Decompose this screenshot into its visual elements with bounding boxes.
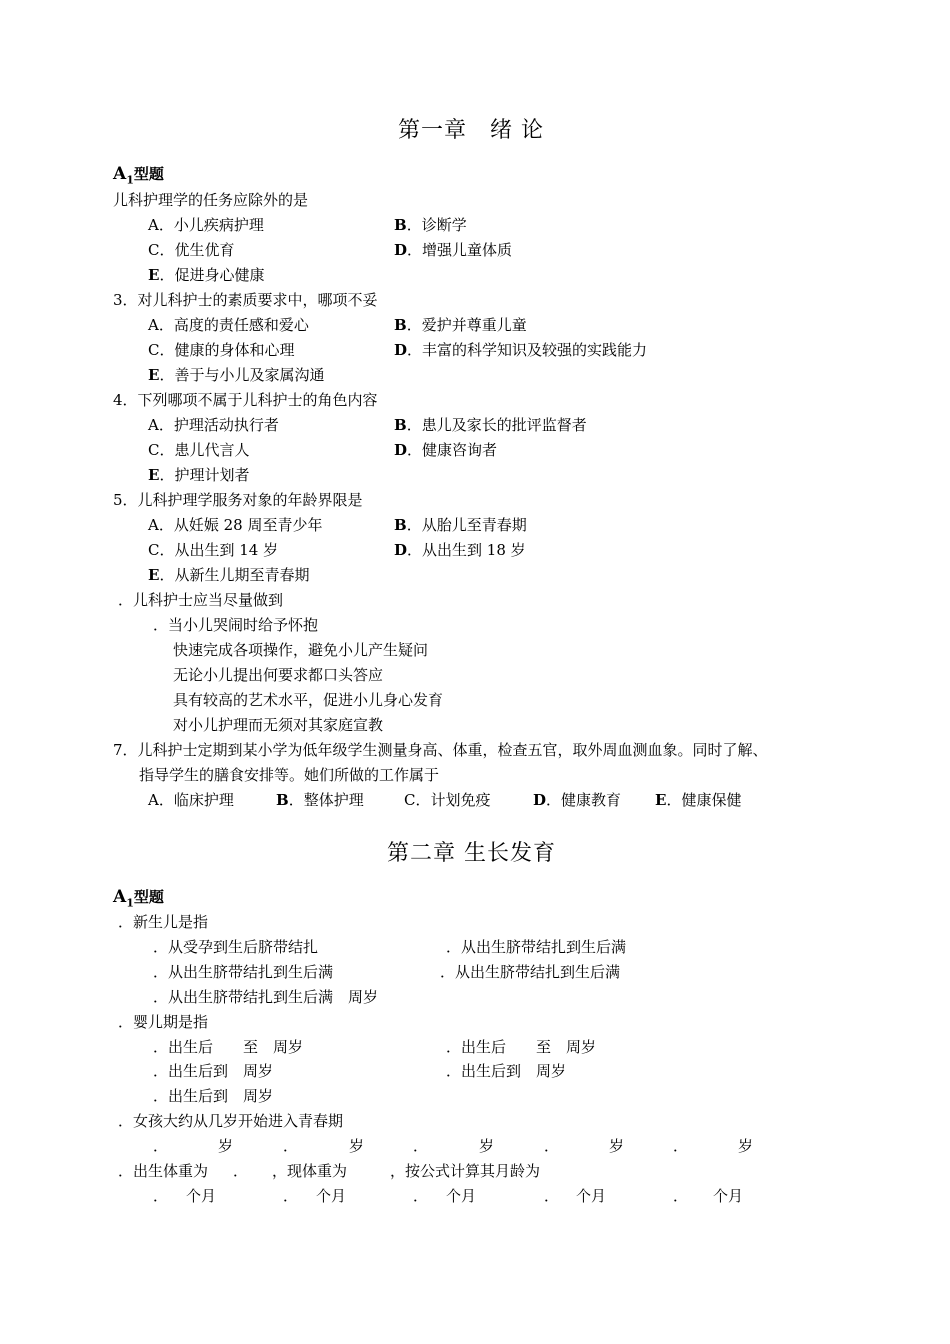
option-e: E．从新生儿期至青春期 <box>148 566 310 584</box>
section-label: 型题 <box>133 888 164 906</box>
question-stem: ．女孩大约从几岁开始进入青春期 <box>118 1112 344 1130</box>
option-e-marker: ． <box>673 1187 689 1205</box>
option-a-marker: ． <box>153 1187 169 1205</box>
option-c: C．健康的身体和心理 <box>148 341 295 359</box>
section-subscript: 1 <box>126 173 134 187</box>
option-b: B．爱护并尊重儿童 <box>394 316 527 334</box>
question-stem-part4: ，按公式计算其月龄为 <box>390 1162 541 1180</box>
option-b-unit: 个月 <box>316 1187 347 1205</box>
option-d: D．丰富的科学知识及较强的实践能力 <box>394 341 648 359</box>
chapter1-title: 第一章 绪 论 <box>398 118 544 143</box>
option-d-unit: 个月 <box>576 1187 607 1205</box>
option-b: B．诊断学 <box>394 216 467 234</box>
option-d-marker: ． <box>544 1187 560 1205</box>
option-a: ．从受孕到生后脐带结扎 <box>153 938 319 956</box>
option-e-unit: 个月 <box>713 1187 744 1205</box>
option-c-unit: 岁 <box>479 1137 495 1155</box>
option-b: ．从出生脐带结扎到生后满 <box>446 938 627 956</box>
option-e-marker: ． <box>673 1137 689 1155</box>
chapter2-section-heading <box>113 889 164 908</box>
option-e: ．出生后到 周岁 <box>153 1087 274 1105</box>
option-a-marker: ． <box>153 1137 169 1155</box>
option-c-marker: ． <box>413 1137 429 1155</box>
option-b-marker: ． <box>283 1187 299 1205</box>
option-a-unit: 个月 <box>186 1187 217 1205</box>
question-stem: ．新生儿是指 <box>118 913 209 931</box>
option-c: C．从出生到 14 岁 <box>148 541 279 559</box>
question-stem-line1: 7．儿科护士定期到某小学为低年级学生测量身高、体重，检查五官，取外周血测血象。同时了解、 <box>113 741 768 759</box>
option-d: D．增强儿童体质 <box>394 241 513 259</box>
option-e: E．善于与小儿及家属沟通 <box>148 366 325 384</box>
question-stem: ．婴儿期是指 <box>118 1013 209 1031</box>
question-stem-part3: ，现体重为 <box>272 1162 348 1180</box>
option-b: 快速完成各项操作，避免小儿产生疑问 <box>173 641 429 659</box>
option-a: A．从妊娠 28 周至青少年 <box>148 516 323 534</box>
option-d-marker: ． <box>544 1137 560 1155</box>
question-stem-part1: ．出生体重为 <box>118 1162 209 1180</box>
section-label: 型题 <box>133 165 164 183</box>
option-b: B．整体护理 <box>276 791 364 809</box>
option-c: C．优生优育 <box>148 241 235 259</box>
chapter1-section-heading <box>113 166 164 185</box>
option-d: D．从出生到 18 岁 <box>394 541 526 559</box>
option-c: C．患儿代言人 <box>148 441 250 459</box>
option-d: ．出生后到 周岁 <box>446 1062 567 1080</box>
option-b: B．从胎儿至青春期 <box>394 516 527 534</box>
option-b: ．出生后 至 周岁 <box>446 1038 597 1056</box>
option-d: 具有较高的艺术水平，促进小儿身心发育 <box>173 691 444 709</box>
question-stem: 儿科护理学的任务应除外的是 <box>113 191 309 209</box>
question-stem: 3．对儿科护士的素质要求中，哪项不妥 <box>113 291 378 309</box>
option-b-marker: ． <box>283 1137 299 1155</box>
option-a: ．出生后 至 周岁 <box>153 1038 304 1056</box>
option-e: ．从出生脐带结扎到生后满 周岁 <box>153 988 379 1006</box>
option-b-unit: 岁 <box>349 1137 365 1155</box>
option-e: E．促进身心健康 <box>148 266 265 284</box>
option-d-unit: 岁 <box>609 1137 625 1155</box>
option-a-unit: 岁 <box>218 1137 234 1155</box>
question-stem-part2: ． <box>233 1162 249 1180</box>
option-d: D．健康教育 <box>533 791 622 809</box>
option-a: A．护理活动执行者 <box>148 416 279 434</box>
question-stem: 5．儿科护理学服务对象的年龄界限是 <box>113 491 363 509</box>
option-a: ．当小儿哭闹时给予怀抱 <box>153 616 319 634</box>
option-c-unit: 个月 <box>446 1187 477 1205</box>
option-d: D．健康咨询者 <box>394 441 498 459</box>
section-letter: A <box>113 164 127 184</box>
option-e-unit: 岁 <box>738 1137 754 1155</box>
option-e: E．护理计划者 <box>148 466 250 484</box>
section-letter: A <box>113 887 127 907</box>
question-stem-line2: 指导学生的膳食安排等。她们所做的工作属于 <box>139 766 440 784</box>
option-a: A．小儿疾病护理 <box>148 216 264 234</box>
option-b: B．患儿及家长的批评监督者 <box>394 416 587 434</box>
option-c-marker: ． <box>413 1187 429 1205</box>
section-subscript: 1 <box>126 896 134 910</box>
option-c: ．出生后到 周岁 <box>153 1062 274 1080</box>
option-e: E．健康保健 <box>655 791 742 809</box>
option-c: 无论小儿提出何要求都口头答应 <box>173 666 384 684</box>
option-a: A．临床护理 <box>148 791 234 809</box>
chapter2-title: 第二章 生长发育 <box>387 841 556 866</box>
option-d: ．从出生脐带结扎到生后满 <box>440 963 621 981</box>
option-e: 对小儿护理而无须对其家庭宣教 <box>173 716 384 734</box>
option-a: A．高度的责任感和爱心 <box>148 316 309 334</box>
option-c: ．从出生脐带结扎到生后满 <box>153 963 334 981</box>
question-stem: 4．下列哪项不属于儿科护士的角色内容 <box>113 391 378 409</box>
question-stem: ．儿科护士应当尽量做到 <box>118 591 284 609</box>
option-c: C．计划免疫 <box>404 791 491 809</box>
